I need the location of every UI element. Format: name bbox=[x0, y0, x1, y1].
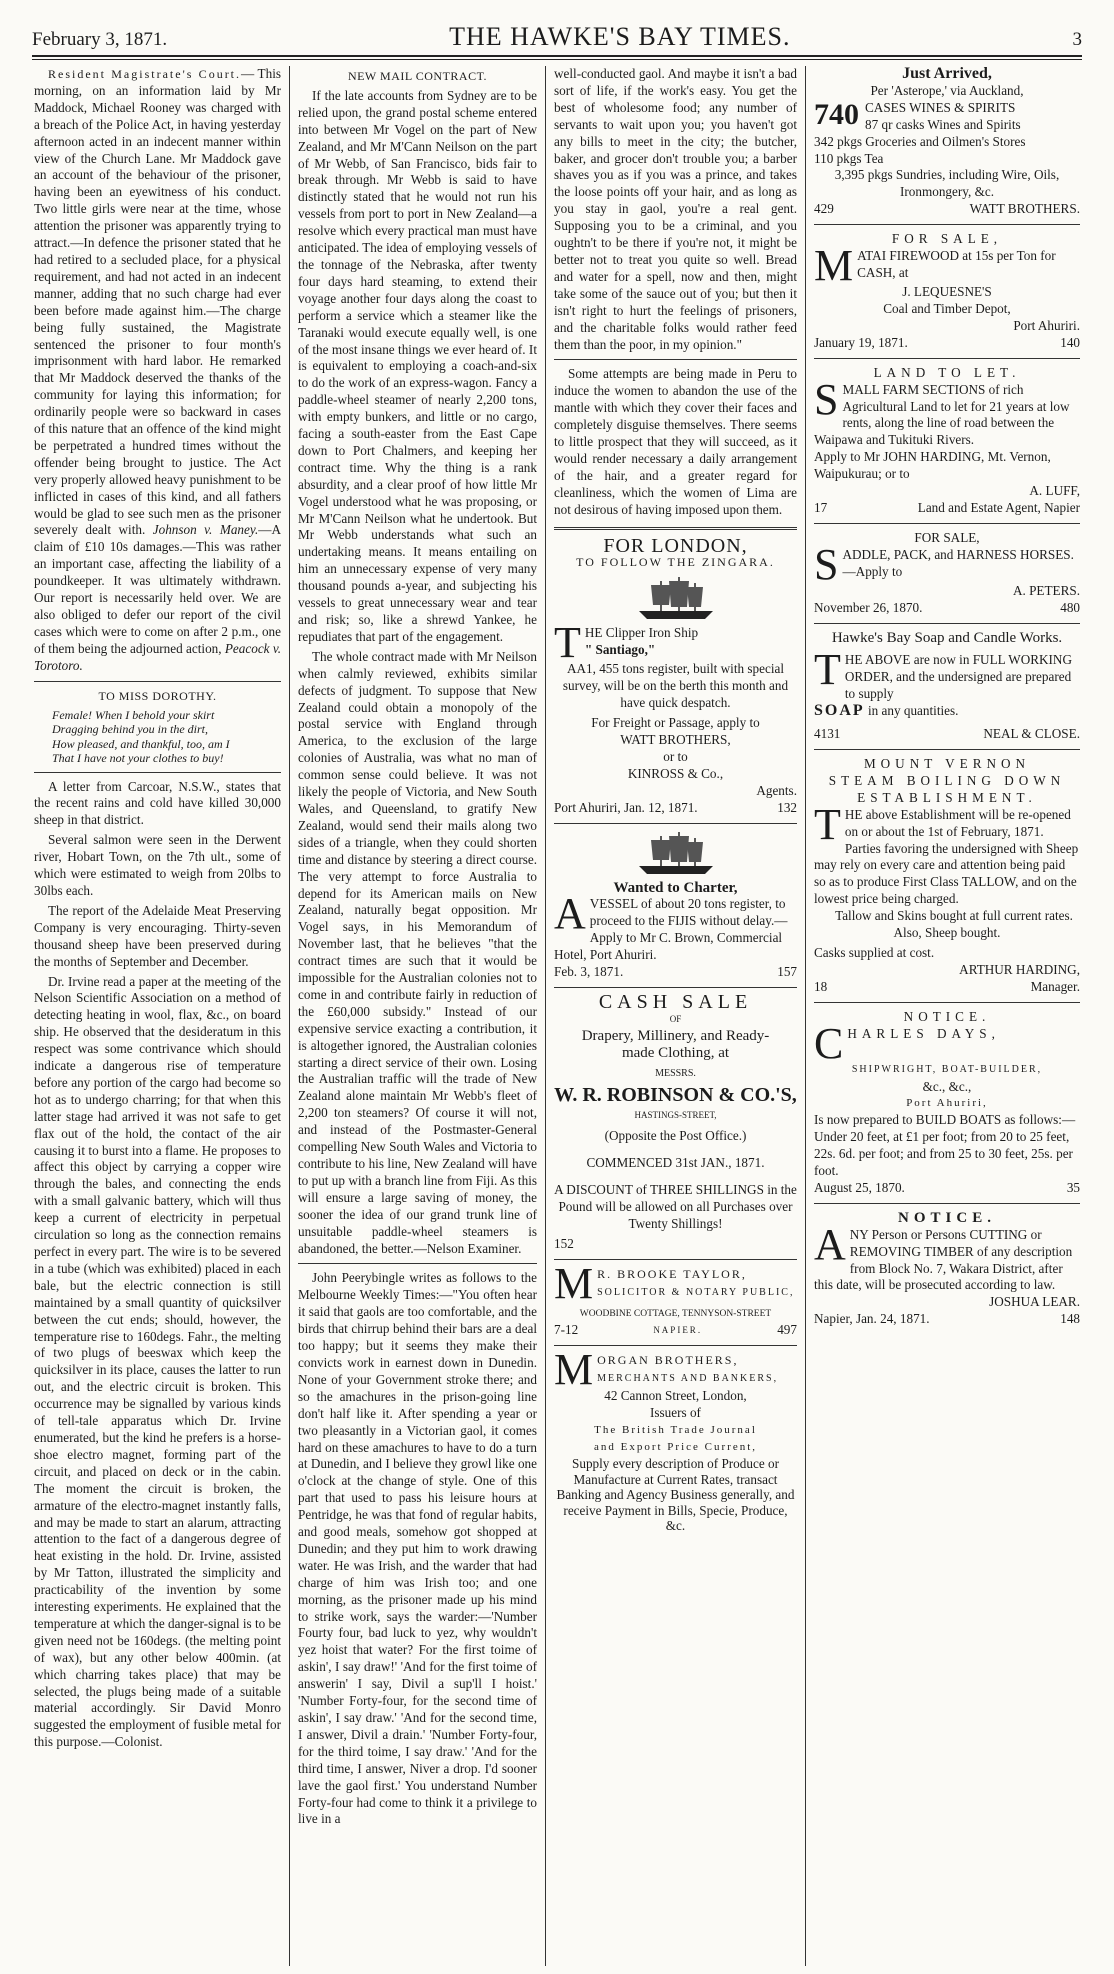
article-paragraph: If the late accounts from Sydney are to be relied upon, the grand postal scheme entered into between Mr Vogel on the part of New Zealand, and Mr M'Cann Neilson on the part of Mr Webb, of San Francisco, bids fair to break through. Mr Webb is said to have distinctly stated that he would not run his vessels from port to port in New Zealand—a resolve which every practical man must have anticipated. The idea of employing vessels of the tonnage of the Nebraska, after twenty four days hard steaming, to extend their voyage another four days along the coast to perform a service which a steamer like the Taranaki would execute equally well, is one of the most insane things we ever heard of. It is equivalent to employing a coach-and-six to do the work of an express-wagon. Fancy a paddle-wheel steamer of nearly 2,200 tons, with empty bunkers, and little or no cargo, facing a south-easter from the East Cape down to Port Chalmers, and keeping her contract time. Why the thing is a rank absurdity, and a clear proof of how little Mr Vogel understood what he was proposing, or Mr M'Cann Neilson what he undertook. But Mr Webb understands what such an undertaking means. It means entailing on him an unnecessary expense of very many thousand pounds a-year, and subjecting his vessels to great unnecessary wear and tear and risk; so, like a shrewd Yankee, he repudiates that part of the engagement. bbox=[298, 87, 537, 644]
ad-morgan-brothers: MORGAN BROTHERS, MERCHANTS AND BANKERS, 42 Cannon Street, London, Issuers of The British Trade Journal and Export Price Current, Supply every description of Produce or Manufacture at Current Rates, transact Banking and Agency Business generally, and receive Payment in Bills, Specie, Produce, &c. bbox=[554, 1345, 795, 1533]
ad-charles-days: NOTICE. CHARLES DAYS, SHIPWRIGHT, BOAT-BUILDER, &c., &c., Port Ahuriri, Is now prepared to BUILD BOATS as follows:—Under 20 feet, at £1 per foot; from 20 to 25 feet, 22s. 6d. per foot; and from 25 to 30 feet, 25s. per foot. August 25, 1870. 35 bbox=[814, 1008, 1080, 1195]
ad-saddle-horses: FOR SALE, SADDLE, PACK, and HARNESS HORSES.—Apply to A. PETERS. November 26, 1870. 480 bbox=[814, 529, 1080, 615]
news-item: The report of the Adelaide Meat Preserving Company is very encouraging. Thirty-seven thousand sheep have been preserved during the months of September and December. bbox=[34, 902, 281, 969]
article-paragraph: well-conducted gaol. And maybe it isn't a bad sort of life, if the work's easy. You get the best of wholesome food; any number of servants to wait upon you; you haven't got any bills to meet in the city; the butcher, baker, and grocer don't trouble you; a barber shaves you as if you was a prince, and takes the loose points off your hair, and as long as you stay in gaol, you're a real gent. Supposing you to be a criminal, and you oughtn't to be there if you're not, it might be better not to treat you quite so well. Bread and water for a spell, now and then, might take some of the sauce out of you; but then it isn't right to hurt the feelings of prisoners, and the charitable folks would rather feed them than the poor, in my opinion." bbox=[554, 66, 797, 352]
news-item: Several salmon were seen in the Derwent river, Hobart Town, on the 7th ult., some of which were estimated to weigh from 20lbs to 30lbs each. bbox=[34, 832, 281, 898]
ad-wanted-to-charter: Wanted to Charter, AVESSEL of about 20 tons register, to proceed to the FIJIS without delay.—Apply to Mr C. Brown, Commercial Hotel, Port Ahuriri. Feb. 3, 1871. 157 bbox=[554, 830, 797, 981]
article-paragraph: The whole contract made with Mr Neilson when calmly reviewed, exhibits similar defects of judgment. To suppose that New Zealand could obtain a monopoly of the postal service with England through America, to the exclusion of the large colonies of Australia, was what no man of common sense could believe. It was not likely the people of Victoria, and New South Wales, and Queensland, to gratify New Zealand, would send their mails along two sides of a triangle, when they could shorten time and distance by steering a direct course. The very attempt to force Australia to depend for its American mails on New Zealand, naturally begat opposition. Mr Vogel says, in his Memorandum of November last, that he believes "that the contract times are such that it would be impossible for the Australian colonies not to come in and contribute fairly in reduction of the £60,000 subsidy." Instead of our expensive service exacting a contribution, it is altogether ignored, the Australian colonies starting a direct service of their own. Losing the Australian traffic will the trade of New Zealand alone maintain Mr Webb's fleet of 2,200 ton steamers? Of course it will not, and instead of the Postmaster-General compelling New South Wales and Victoria to contribute to his line, New Zealand will have to put up with a branch line from Fiji. As this will ensure a large saving of money, the sooner the idea of our grand trunk line of unsuitable paddle-wheel steamers is abandoned, the better.—Nelson Examiner. bbox=[298, 648, 537, 1256]
article-heading: NEW MAIL CONTRACT. bbox=[347, 69, 488, 83]
ad-land-to-let: LAND TO LET. SMALL FARM SECTIONS of rich Agricultural Land to let for 21 years at low rents, along the line of road between the Waipawa and Tukituki Rivers. Apply to Mr JOHN HARDING, Mt. Vernon, Waipukurau; or to A. LUFF, 17 Land and Estate Agent, Napier bbox=[814, 364, 1080, 515]
article-paragraph: John Peerybingle writes as follows to the Melbourne Weekly Times:—"You often hear it said that gaols are too comfortable, and the birds that chirrup behind their bars are a deal too happy; but it seems they make their convicts work in earnest down in Dunedin. None of your Government stroke there; and so the amachures in the prison-going line don't half like it. After spending a year or two pleasantly in a Victorian gaol, it comes hard on these amachures to have to do a turn at Dunedin, and I believe they growl like one o'clock at the change of style. One of this part that used to pass his leisure hours at Pentridge, he was that fond of regular habits, and good meals, somehow got shopped at Dunedin; and they put him to work drawing water. He was Irish, and the warder that had charge of him was Irish too; and one morning, as the prisoner made up his mind to strike work, says the warder:—'Number Fourty four, bad luck to yez, why wouldn't yez hoist that water? For the first toime of askin', I say draw!' 'And for the first toime of answerin' I say, Divil a sup'll I hoist.' 'Number Forty-four, for the second time of askin', I say draw.' 'And for the second time, I answer, Divil a drain.' 'Number Forty-four, for the third toime, I say draw.' 'And for the third time, I answer, Niver a drop. I'd sooner lave the gaol first.' You understand Number Forty-four had come to think it a privilege to live in a bbox=[298, 1270, 537, 1827]
issue-date: February 3, 1871. bbox=[32, 29, 168, 50]
ad-mount-vernon: MOUNT VERNON STEAM BOILING DOWN ESTABLISHMENT. THE above Establishment will be re-opened on or about the 1st of February, 1871. Parties favoring the undersigned with Sheep may rely on every care and attention being paid so as to produce First Class TALLOW, and on the lowest price being charged. Tallow and Skins bought at full current rates. Also, Sheep bought. Casks supplied at cost. ARTHUR HARDING, 18 Manager. bbox=[814, 756, 1080, 994]
page-number: 3 bbox=[1072, 29, 1082, 50]
column-3 bbox=[546, 66, 806, 1966]
newspaper-title: THE HAWKE'S BAY TIMES. bbox=[449, 22, 791, 51]
ad-soap-works: Hawke's Bay Soap and Candle Works. THE ABOVE are now in FULL WORKING ORDER, and the undersigned are prepared to supply SOAP in any quantities. 4131 NEAL & CLOSE. bbox=[814, 629, 1080, 742]
article-paragraph: Some attempts are being made in Peru to induce the women to abandon the use of the mantle with which they cover their faces and completely disguise themselves. There seems to little prospect that they will succeed, as it would render necessary a daily arrangement of the hair, and a greater regard for cleanliness, which the women of Lima are not desirous of having imposed upon them. bbox=[554, 366, 797, 517]
ad-firewood: FOR SALE, MATAI FIREWOOD at 15s per Ton for CASH, at J. LEQUESNE'S Coal and Timber Depot, Port Ahuriri. January 19, 1871. 140 bbox=[814, 231, 1080, 350]
rm-court-article: Resident Magistrate's Court.— This morning, on an information laid by Mr Maddock, Michael Rooney was charged with a breach of the Police Act, in having yesterday afternoon acted in an indecent manner within view of the Church Lane. Mr Maddock gave an account of the behaviour of the prisoner, having been an eyewitness of his conduct. Two little girls were near at the time, whose attention the prisoner was apparently trying to attract.—In defence the prisoner stated that he had retired to a secluded place, for a physical requirement, and had not acted in an indecent manner, adding that no such charge had ever been before made against him.—The charge being fully sustained, the Magistrate sentenced the prisoner to four month's imprisonment with hard labor. He remarked that Mr Maddock deserved the thanks of the community for laying this information; for ordinarily people were so backward in cases of this nature that an offence of the kind might be perpetrated a hundred times without the offender being brought to justice. The Act very properly allowed heavy punishment to be inflicted in cases of this kind, and all fathers would be glad to see such men as the prisoner severely dealt with. Johnson v. Maney.—A claim of £10 10s damages.—This was rather an important case, affecting the liability of a poundkeeper. It was ultimately withdrawn. Our report is necessarily held over. We are also obliged to defer our report of the civil cases which were to come on after 2 p.m., one of them being the adjourned action, Peacock v. Torotoro. bbox=[34, 66, 282, 673]
ship-icon bbox=[631, 830, 721, 876]
poem-title: TO MISS DOROTHY. bbox=[98, 688, 217, 703]
column-1 bbox=[32, 66, 290, 1966]
news-item: A letter from Carcoar, N.S.W., states that the recent rains and cold have killed 30,000 sheep in that district. bbox=[34, 778, 281, 828]
ad-cash-sale: CASH SALE OF Drapery, Millinery, and Ready- made Clothing, at MESSRS. W. R. ROBINSON & CO.'S, HASTINGS-STREET, (Opposite the Post Office.) COMMENCED 31st JAN., 1871. A DISCOUNT of THREE SHILLINGS in the Pound will be allowed on all Purchases over Twenty Shillings! 152 bbox=[554, 990, 797, 1251]
ship-icon bbox=[631, 575, 721, 621]
ad-brooke-taylor: M R. BROOKE TAYLOR, SOLICITOR & NOTARY PUBLIC, WOODBINE COTTAGE, TENNYSON-STREET 7-12 NAPIER. 497 bbox=[554, 1258, 797, 1338]
ad-just-arrived: Just Arrived, Per 'Asterope,' via Auckland, 740 CASES WINES & SPIRITS 87 qr casks Wines and Spirits 342 pkgs Groceries and Oilmen's Stores 110 pkgs Tea 3,395 pkgs Sundries, including Wire, Oils, Ironmongery, &c. 429 WATT BROTHERS. bbox=[814, 66, 1080, 217]
news-item: Dr. Irvine read a paper at the meeting of the Nelson Scientific Association on a method of detecting heating in wool, flax, &c., on board ship. He observed that the desideratum in this respect was some contrivance which should indicate a dangerous rise of temperature before any portion of the cargo had become so hot as to undergo charring; for that when this latter stage had arrived it was not safe to get flax out of the hold, the contact of the air causing it to burst into a flame. He proposes to affect this object by carrying a copper wire through the bales, and connecting the ends with a small galvanic battery, which will thus keep a current of electricity in perpetual circulation so long as the connection remains perfect in every part. The wire is to be severed in a tube (which was exhibited) placed in each bale, but the electric connection is still maintained by a small quantity of quicksilver between the cut ends; should, however, the temperature rise to 160degs. Fahr., the melting of two plugs of beeswax which keep the quicksilver in its place, causes the latter to run out, and the electric circuit is broken. This occurrence may be signalled by various kinds of tell-tale apparatus which Dr. Irvine enumerated, but the kind he prefers is a horse-shoe electro magnet, forming part of the circuit, and placed on deck or in the cabin. The moment the circuit is broken, the armature of the electro-magnet instantly falls, and may be made to start an alarum, attracting attention to the fact of a dangerous degree of heat existing in the hold. Dr. Irvine, assisted by Mr Tatton, illustrated the simplicity and practicability of the invention by some interesting experiments. He explained that the temperature at which the danger-signal is to be given need not be 160degs. (the melting point of wax), but any other below 400min. (at which charring takes place) that may be selected, the plugs being made of a suitable material accordingly. Sir David Monro suggested the employment of fusible metal for this purpose.—Colonist. bbox=[34, 973, 281, 1750]
ad-for-london: FOR LONDON, TO FOLLOW THE ZINGARA. THE Clipper Iron Ship " Santiago," AA1, 455 tons register, built with special survey, will be on the berth this month and have quick despatch. For Freight or Passage, apply to WATT BROTHERS, or to KINROSS & Co., Agents. Port Ahuriri, Jan. 12, 1871. 132 bbox=[554, 534, 797, 815]
column-4 bbox=[806, 66, 1082, 1966]
poem: Female! When I behold your skirt Dragging behind you in the dirt, How pleased, and thankful, too, am I That I have not your clothes to buy! bbox=[52, 707, 230, 766]
ad-timber-notice: NOTICE. ANY Person or Persons CUTTING or REMOVING TIMBER of any description from Block No. 7, Wakara District, after this date, will be prosecuted according to law. JOSHUA LEAR. Napier, Jan. 24, 1871. 148 bbox=[814, 1209, 1080, 1327]
column-2 bbox=[290, 66, 546, 1966]
masthead bbox=[32, 22, 1082, 57]
